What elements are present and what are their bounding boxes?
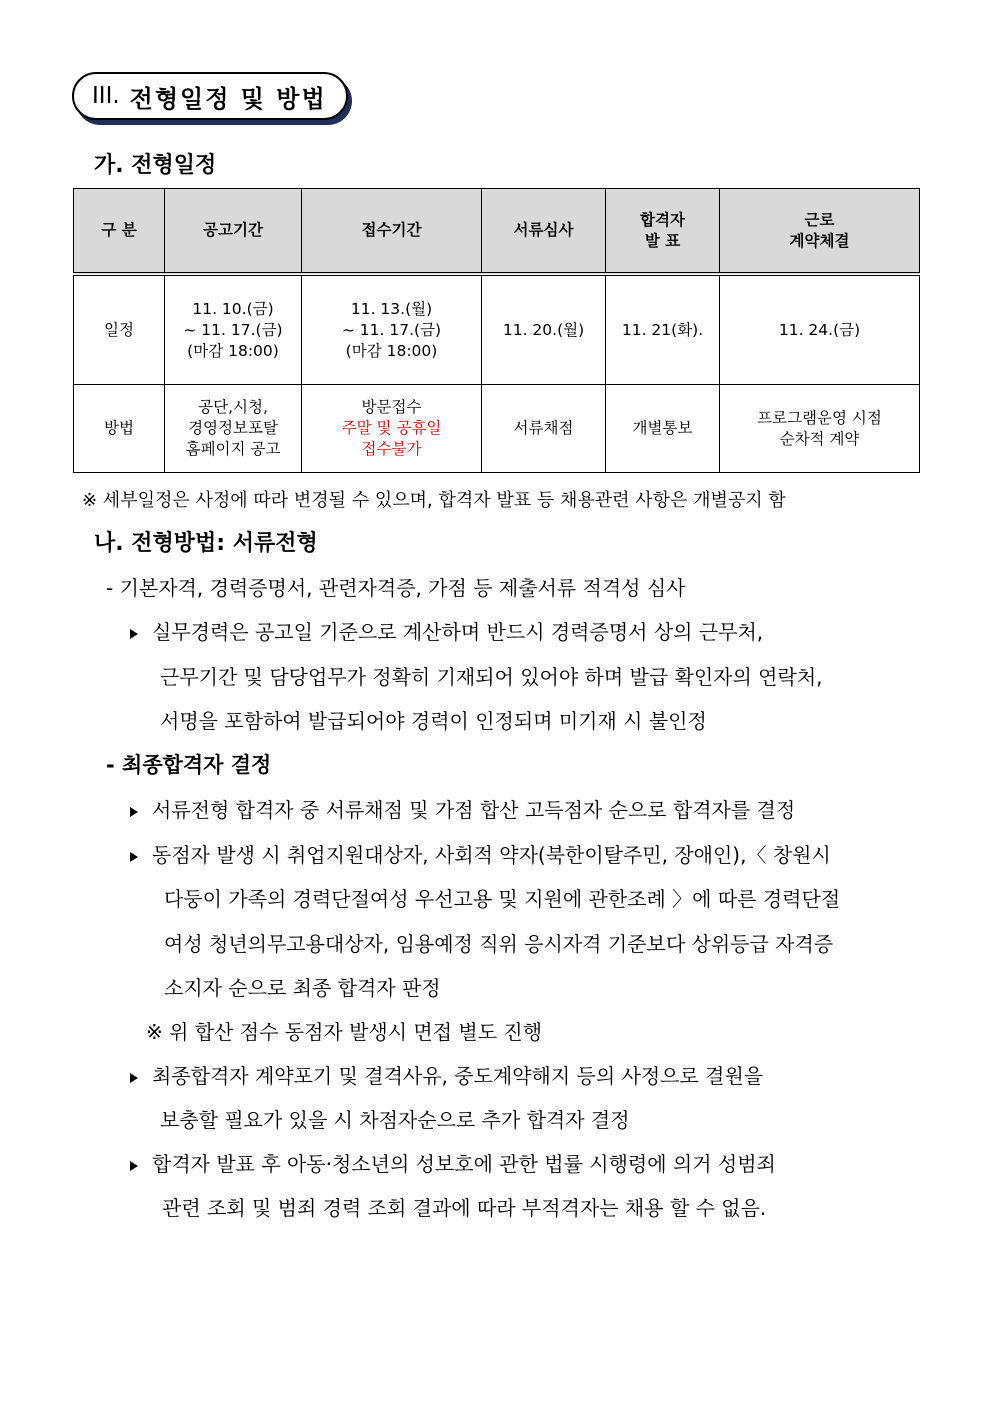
header-category: 구 분: [74, 189, 165, 275]
warning-text: 주말 및 공휴일: [341, 419, 442, 437]
warning-text: 접수불가: [361, 440, 422, 458]
text-line: 근무기간 및 담당업무가 정확히 기재되어 있어야 하며 발급 확인자의 연락처,: [160, 665, 823, 689]
cell-line: 순차적 계약: [779, 429, 860, 448]
cell-screening-method: 서류채점: [482, 385, 606, 473]
bullet-item: [130, 839, 831, 868]
cell-announce-schedule: 11. 21(화).: [606, 274, 720, 385]
cell-line: (마감 18:00): [345, 341, 438, 360]
cell-contract-method: [720, 385, 920, 473]
cell-line: 프로그램운영 시점: [757, 408, 882, 427]
section-number: III.: [92, 83, 120, 109]
cell-line: 홈페이지 공고: [185, 440, 281, 458]
triangle-bullet-icon: [130, 629, 138, 639]
text-line: 동점자 발생 시 취업지원대상자, 사회적 약자(북한이탈주민, 장애인),〈 창원시: [152, 843, 831, 867]
bullet-item: [130, 1148, 776, 1177]
triangle-bullet-icon: [130, 807, 138, 817]
text-line: 실무경력은 공고일 기준으로 계산하며 반드시 경력증명서 상의 근무처,: [152, 620, 764, 644]
header-notice-period: 공고기간: [165, 189, 302, 275]
cell-screening-schedule: 11. 20.(월): [482, 274, 606, 385]
subsection-b-title: 나. 전형방법: 서류전형: [94, 531, 318, 556]
text-line: ※ 위 합산 점수 동점자 발생시 면접 별도 진행: [146, 1020, 543, 1044]
table-row-method: [74, 385, 920, 473]
text-line: 다둥이 가족의 경력단절여성 우선고용 및 지원에 관한조례 〉에 따른 경력단절: [164, 887, 841, 911]
bullet-item: [130, 1060, 763, 1089]
text-line: 서명을 포함하여 발급되어야 경력이 인정되며 미기재 시 불인정: [160, 709, 707, 733]
text-line: 합격자 발표 후 아동·청소년의 성보호에 관한 법률 시행령에 의거 성범죄: [152, 1152, 776, 1176]
table-header-row: [74, 189, 920, 275]
header-announcement: 합격자 발 표: [606, 189, 720, 275]
cell-notice-method: [165, 385, 302, 473]
cell-reception-schedule: [302, 274, 482, 385]
text-line: 여성 청년의무고용대상자, 임용예정 직위 응시자격 기준보다 상위등급 자격증: [164, 932, 834, 956]
text-line: - 최종합격자 결정: [106, 753, 272, 777]
schedule-note: ※ 세부일정은 사정에 따라 변경될 수 있으며, 합격자 발표 등 채용관련 사항은 개별공지 함: [82, 490, 786, 511]
cell-contract-schedule: 11. 24.(금): [720, 274, 920, 385]
schedule-table: [73, 188, 920, 473]
text-line: 서류전형 합격자 중 서류채점 및 가점 합산 고득점자 순으로 합격자를 결정: [152, 798, 796, 822]
row-label-method: 방법: [74, 385, 165, 473]
section-title: 전형일정 및 방법: [129, 84, 327, 113]
cell-reception-method: [302, 385, 482, 473]
text-line: 소지자 순으로 최종 합격자 판정: [164, 976, 441, 1000]
header-document-review: 서류심사: [482, 189, 606, 275]
cell-line: 11. 13.(월): [350, 299, 433, 318]
cell-announce-method: 개별통보: [606, 385, 720, 473]
row-label-schedule: 일정: [74, 274, 165, 385]
text-line: - 기본자격, 경력증명서, 관련자격증, 가점 등 제출서류 적격성 심사: [106, 576, 686, 600]
cell-line: 공단,시청,: [198, 398, 268, 416]
text-line: 최종합격자 계약포기 및 결격사유, 중도계약해지 등의 사정으로 결원을: [152, 1064, 764, 1088]
cell-notice-schedule: [165, 274, 302, 385]
cell-line: (마감 18:00): [187, 341, 279, 360]
triangle-bullet-icon: [130, 1073, 138, 1083]
header-reception-period: 접수기간: [302, 189, 482, 275]
section-heading-box: [72, 72, 348, 120]
cell-line: ~ 11. 17.(금): [183, 320, 283, 339]
cell-line: 11. 10.(금): [192, 299, 274, 318]
cell-line: ~ 11. 17.(금): [341, 320, 442, 339]
header-contract: 근로 계약체결: [720, 189, 920, 275]
triangle-bullet-icon: [130, 1161, 138, 1171]
text-line: 보충할 필요가 있을 시 차점자순으로 추가 합격자 결정: [160, 1108, 630, 1132]
bullet-item: [130, 794, 795, 823]
bullet-item: [130, 616, 763, 645]
triangle-bullet-icon: [130, 852, 138, 862]
text-line: 관련 조회 및 범죄 경력 조회 결과에 따라 부적격자는 채용 할 수 없음.: [162, 1196, 767, 1220]
subsection-a-title: 가. 전형일정: [94, 153, 217, 178]
cell-line: 방문접수: [361, 398, 422, 416]
cell-line: 경영정보포탈: [188, 419, 278, 437]
table-row-schedule: [74, 274, 920, 385]
